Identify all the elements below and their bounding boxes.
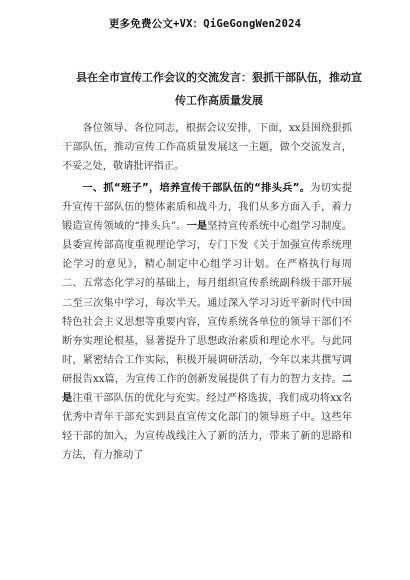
watermark-header: 更多免费公文+VX：QiGeGongWen2024 <box>108 18 302 30</box>
section-1-text-a: 为切实提升宣传干部队伍的整体素质和战斗力，我们从多方面入手，着力锻造宣传领域的“排头兵”。 <box>62 183 353 233</box>
section-1-paragraph <box>62 179 352 465</box>
document-title: 县在全市宣传工作会议的交流发言：狠抓干部队伍，推动宣传工作高质量发展 <box>76 71 362 107</box>
section-1-text-c: 注重干部队伍的优化与充实。经过严格选拔，我们成功将xx名优秀中青年干部充实到县直宣传文化部门的领导班子中。这些年轻干部的加入，为宣传战线注入了新的活力，带来了新的思路和方法，有力推动了 <box>62 393 353 462</box>
opening-paragraph: 各位领导、各位同志，根据会议安排，下面，xx县围绕狠抓干部队伍，推动宣传工作高质量发展这一主题，做个交流发言，不妥之处，敬请批评指正。 <box>62 123 352 173</box>
section-1-text-b: 坚持宣传系统中心组学习制度。县委宣传部高度重视理论学习，专门下发《关于加强宣传系统理论学习的意见》，精心制定中心组学习计划。在严格执行每周二、五常态化学习的基础上，每月组织宣传系统副科级干部开展二至三次集中学习，每次半天。通过深入学习习近平新时代中国特色社会主义思想等重要内容，宣传系统各单位的领导干部们不断夯实理论根基，显著提升了思想政治素质和理论水平。与此同时，紧密结合工作实际，积极开展调研活动，今年以来共撰写调研报告xx篇，为宣传工作的创新发展提供了有力的智力支持。 <box>62 221 353 385</box>
section-1-marker-first: 一是 <box>186 221 208 233</box>
section-1-heading: 一、抓“班子”，培养宣传干部队伍的“排头兵”。 <box>82 183 311 194</box>
section-1-marker-second: 二是 <box>62 373 352 405</box>
